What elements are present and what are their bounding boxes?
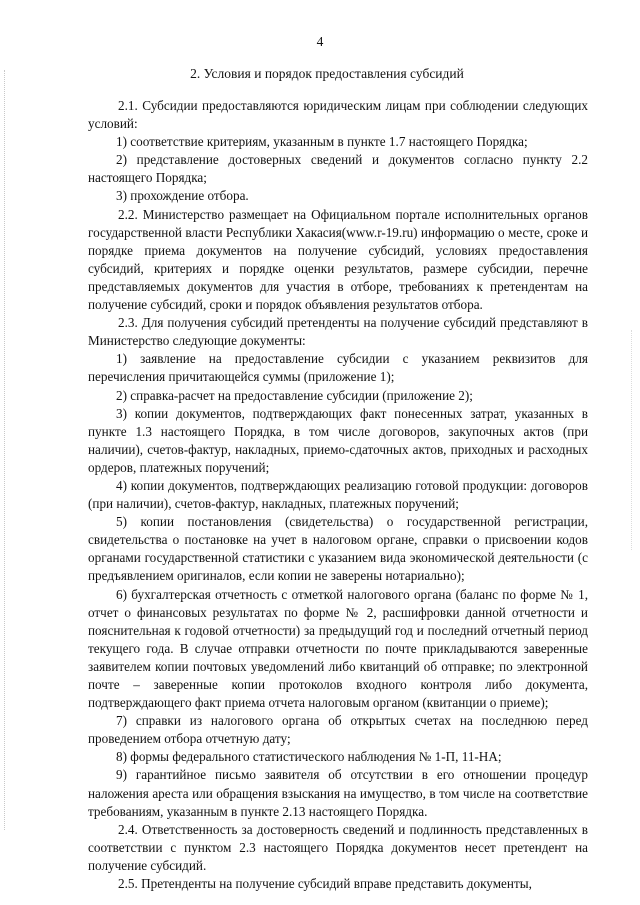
- section-title: 2. Условия и порядок предоставления субсидий: [190, 66, 464, 81]
- paragraph-2-2: 2.2. Министерство размещает на Официальном портале исполнительных органов государственной власти Республики Хакасия(www.r-19.ru) информацию о месте, сроке и порядке приема документов на получение субсидий, условиях предоставления субсидий, критериях и порядке оценки результатов, размере субсидии, перечне представляемых документов для участия в отборе, требованиях к претендентам на получение субсидий, сроки и порядок объявления результатов отбора.: [88, 206, 588, 313]
- list-item: 3) прохождение отбора.: [116, 188, 249, 204]
- list-item: 7) справки из налогового органа об открытых счетах на последнюю перед проведением отбора отчетную дату;: [88, 713, 588, 747]
- list-item: 1) заявление на предоставление субсидии с указанием реквизитов для перечисления причитающейся суммы (приложение 1);: [88, 351, 588, 385]
- list-item: 2) представление достоверных сведений и документов согласно пункту 2.2 настоящего Порядка;: [88, 152, 588, 186]
- list-item: 3) копии документов, подтверждающих факт понесенных затрат, указанных в пункте 1.3 настоящего Порядка, в том числе договоров, закупочных актов (при наличии), счетов-фактур, накладных, приемо-сдаточных актов, приходных и расходных ордеров, платежных поручений;: [88, 405, 588, 475]
- list-item: 8) формы федерального статистического наблюдения № 1-П, 11-НА;: [116, 749, 502, 765]
- paragraph-2-1: 2.1. Субсидии предоставляются юридическим лицам при соблюдении следующих условий:: [88, 98, 588, 132]
- scan-margin-dots-left: [4, 70, 8, 830]
- list-item: 4) копии документов, подтверждающих реализацию готовой продукции: договоров (при наличии), счетов-фактур, накладных, платежных поручений;: [88, 477, 588, 512]
- list-item: 9) гарантийное письмо заявителя об отсутствии в его отношении процедур наложения ареста или обращения взыскания на имущество, в том числе на соответствие требованиям, указанным в пункте 2.13 настоящего Порядка.: [88, 767, 588, 819]
- paragraph-2-5: 2.5. Претенденты на получение субсидий вправе представить документы,: [118, 876, 532, 892]
- page-number: 4: [316, 34, 324, 49]
- list-item: 5) копии постановления (свидетельства) о государственной регистрации, свидетельства о постановке на учет в налоговом органе, справки о присвоении кодов органами государственной статистики с указанием вида экономической деятельности (с предъявлением оригиналов, если копии не заверены нотариально);: [88, 514, 588, 584]
- paragraph-2-3: 2.3. Для получения субсидий претенденты на получение субсидий представляют в Министерство следующие документы:: [88, 315, 588, 349]
- list-item: 6) бухгалтерская отчетность с отметкой налогового органа (баланс по форме № 1, отчет о финансовых результатах по форме № 2, расшифровки данной отчетности и пояснительная к годовой отчетности) за предыдущий год и последний отчетный период текущего года. В случае отправки отчетности по почте прикладываются заверенные заявителем копии почтовых уведомлений либо квитанций об отправке; по электронной почте – заверенные копии протоколов входного контроля либо документа, подтверждающего факт приема отчета налоговым органом (квитанции о приеме);: [88, 586, 588, 711]
- list-item: 2) справка-расчет на предоставление субсидии (приложение 2);: [116, 387, 473, 403]
- list-item: 1) соответствие критериям, указанным в пункте 1.7 настоящего Порядка;: [116, 134, 528, 150]
- document-body: [88, 97, 588, 893]
- paragraph-2-4: 2.4. Ответственность за достоверность сведений и подлинность представленных в соответствии с пунктом 2.3 настоящего Порядка документов несет претендент на получение субсидий.: [88, 821, 588, 873]
- scan-margin-dots-right: [631, 330, 634, 550]
